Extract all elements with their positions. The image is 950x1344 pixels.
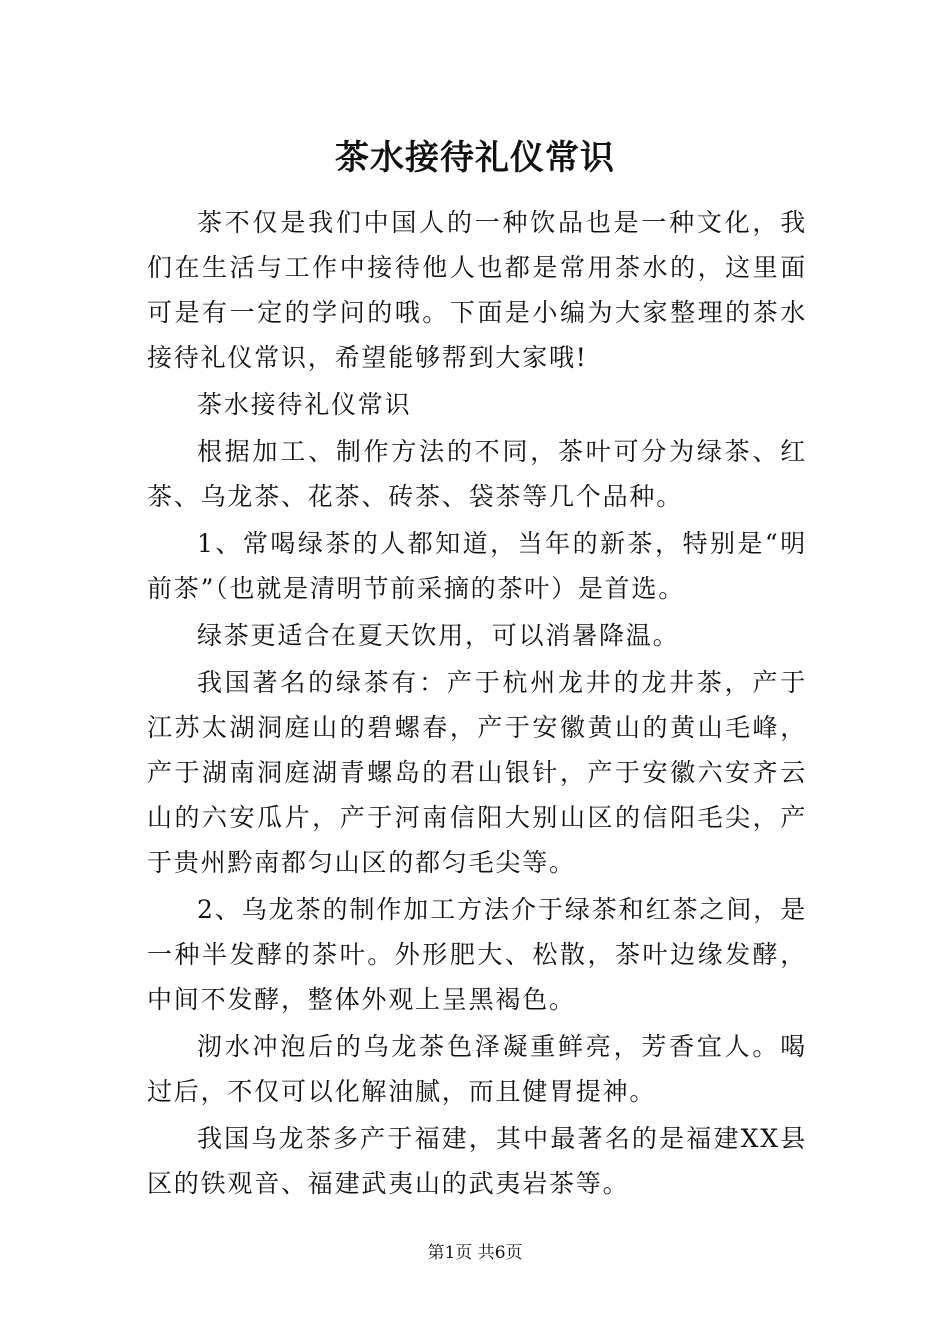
paragraph-intro: 茶不仅是我们中国人的一种饮品也是一种文化，我们在生活与工作中接待他人也都是常用茶水的，这里面可是有一定的学问的哦。下面是小编为大家整理的茶水接待礼仪常识，希望能够帮到大家哦! xyxy=(147,208,807,372)
document-body xyxy=(147,200,807,1208)
paragraph-oolong: 2、乌龙茶的制作加工方法介于绿茶和红茶之间，是一种半发酵的茶叶。外形肥大、松散，茶叶边缘发酵，中间不发酵，整体外观上呈黑褐色。 xyxy=(147,895,807,1014)
paragraph-tea-types: 根据加工、制作方法的不同，茶叶可分为绿茶、红茶、乌龙茶、花茶、砖茶、袋茶等几个品种。 xyxy=(147,437,807,511)
document-title: 茶水接待礼仪常识 xyxy=(335,138,615,178)
page-number: 第1页 共6页 xyxy=(427,1243,523,1263)
paragraph-famous-green-tea: 我国著名的绿茶有：产于杭州龙井的龙井茶，产于江苏太湖洞庭山的碧螺春，产于安徽黄山的黄山毛峰，产于湖南洞庭湖青螺岛的君山银针，产于安徽六安齐云山的六安瓜片，产于河南信阳大别山区的信阳毛尖，产于贵州黔南都匀山区的都匀毛尖等。 xyxy=(147,668,807,877)
paragraph-green-tea: 1、常喝绿茶的人都知道，当年的新茶，特别是“明前茶”（也就是清明节前采摘的茶叶）是首选。 xyxy=(147,529,807,603)
paragraph-green-tea-summer: 绿茶更适合在夏天饮用，可以消暑降温。 xyxy=(197,621,680,650)
paragraph-oolong-origin: 我国乌龙茶多产于福建，其中最著名的是福建XX县区的铁观音、福建武夷山的武夷岩茶等。 xyxy=(147,1124,807,1198)
paragraph-subtitle: 茶水接待礼仪常识 xyxy=(197,390,412,419)
paragraph-oolong-brew: 沏水冲泡后的乌龙茶色泽凝重鲜亮，芳香宜人。喝过后，不仅可以化解油腻，而且健胃提神。 xyxy=(147,1032,807,1106)
